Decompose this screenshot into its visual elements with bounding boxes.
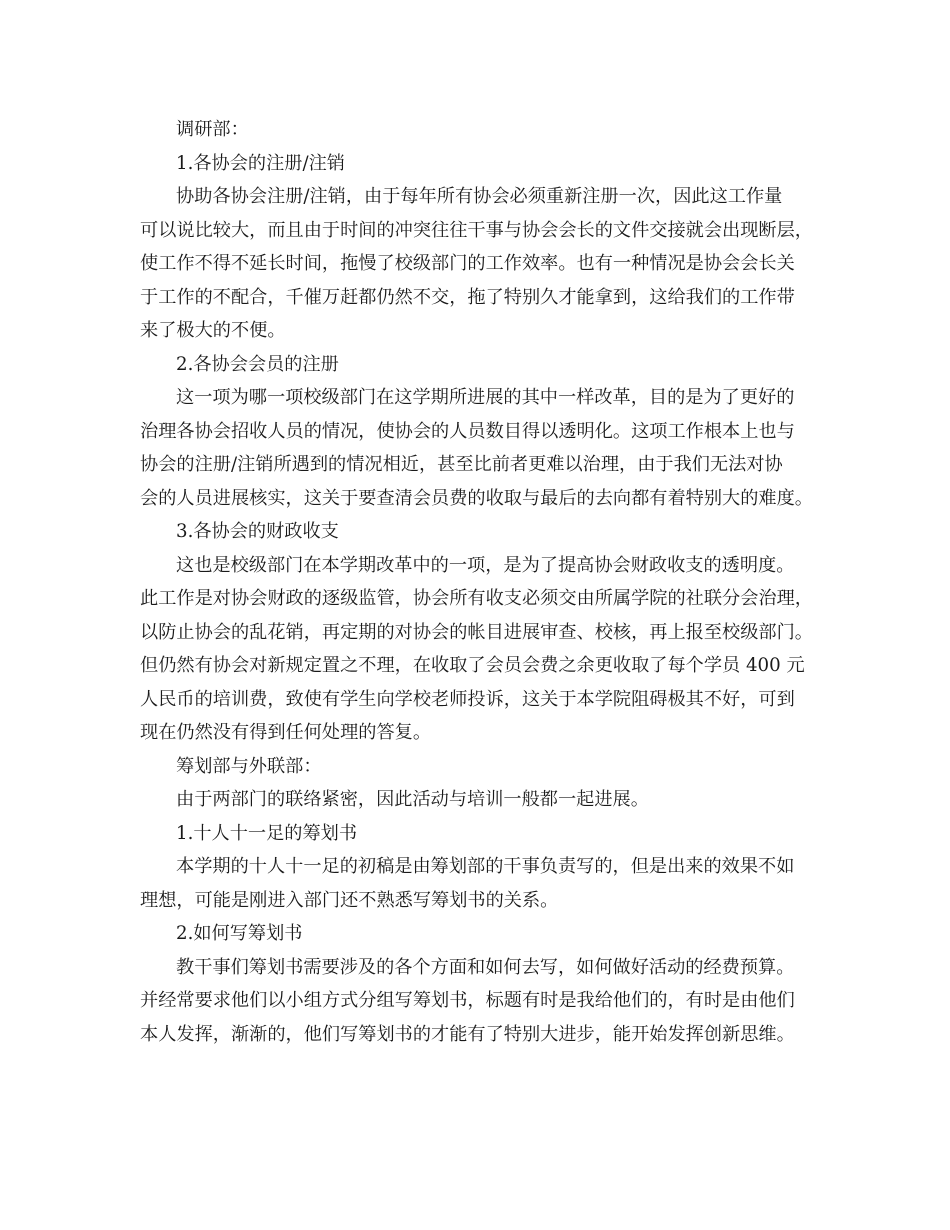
text-line: 2.如何写筹划书 — [176, 923, 303, 944]
text-line: 教干事们筹划书需要涉及的各个方面和如何去写，如何做好活动的经费预算。 — [176, 956, 795, 978]
text-line: 由于两部门的联络紧密，因此活动与培训一般都一起进展。 — [176, 789, 649, 810]
text-line: 这也是校级部门在本学期改革中的一项，是为了提高协会财政收支的透明度。 — [176, 554, 795, 576]
text-line: 会的人员进展核实，这关于要查清会员费的收取与最后的去向都有着特别大的难度。 — [140, 487, 813, 509]
text-line: 并经常要求他们以小组方式分组写筹划书，标题有时是我给他们的，有时是由他们 — [140, 990, 795, 1011]
text-line: 本学期的十人十一足的初稿是由筹划部的干事负责写的，但是出来的效果不如 — [176, 856, 795, 877]
text-line: 这一项为哪一项校级部门在这学期所进展的其中一样改革，目的是为了更好的 — [176, 387, 795, 408]
text-line: 来了极大的不便。 — [140, 320, 286, 341]
text-line: 此工作是对协会财政的逐级监管，协会所有收支必须交由所属学院的社联分会治理， — [140, 588, 813, 609]
text-line: 以防止协会的乱花销，再定期的对协会的帐目进展审查、校核，再上报至校级部门。 — [140, 621, 813, 643]
text-line: 可以说比较大，而且由于时间的冲突往往干事与协会会长的文件交接就会出现断层， — [140, 219, 813, 241]
text-line: 本人发挥，渐渐的，他们写筹划书的才能有了特别大进步，能开始发挥创新思维。 — [140, 1023, 795, 1045]
text-line: 于工作的不配合，千催万赶都仍然不交，拖了特别久才能拿到，这给我们的工作带 — [140, 286, 795, 308]
text-line: 1.十人十一足的筹划书 — [176, 822, 358, 844]
text-line: 调研部： — [176, 119, 249, 140]
text-line: 2.各协会会员的注册 — [176, 353, 339, 375]
text-line: 协会的注册/注销所遇到的情况相近，甚至比前者更难以治理，由于我们无法对协 — [140, 454, 783, 475]
text-line: 但仍然有协会对新规定置之不理，在收取了会员会费之余更收取了每个学员 400 元 — [140, 655, 805, 676]
text-line: 3.各协会的财政收支 — [176, 521, 339, 542]
text-line: 理想，可能是刚进入部门还不熟悉写筹划书的关系。 — [140, 889, 559, 911]
document-body — [140, 113, 820, 1051]
text-line: 1.各协会的注册/注销 — [176, 152, 345, 174]
text-line: 使工作不得不延长时间，拖慢了校级部门的工作效率。也有一种情况是协会会长关 — [140, 253, 795, 274]
text-line: 协助各协会注册/注销，由于每年所有协会必须重新注册一次，因此这工作量 — [176, 186, 783, 207]
text-line: 人民币的培训费，致使有学生向学校老师投诉，这关于本学院阻碍极其不好，可到 — [140, 688, 795, 710]
text-line: 筹划部与外联部： — [176, 755, 322, 777]
text-line: 现在仍然没有得到任何处理的答复。 — [140, 722, 432, 743]
text-line: 治理各协会招收人员的情况，使协会的人员数目得以透明化。这项工作根本上也与 — [140, 420, 795, 442]
